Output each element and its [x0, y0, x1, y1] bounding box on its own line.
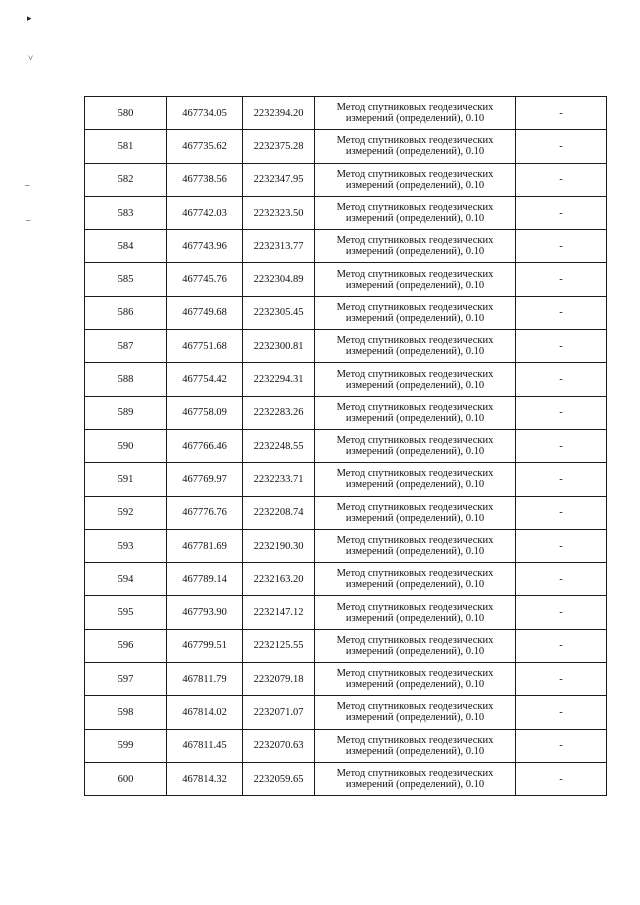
- note-cell: -: [516, 230, 607, 263]
- point-number-cell: 593: [85, 529, 167, 562]
- method-line-2: измерений (определений), 0.10: [345, 412, 485, 424]
- scan-mark: ˅: [28, 53, 34, 63]
- method-cell: [315, 396, 516, 429]
- y-coordinate-cell: 2232248.55: [243, 429, 315, 462]
- note-cell: -: [516, 163, 607, 196]
- point-number-cell: 596: [85, 629, 167, 662]
- method-line-2: измерений (определений), 0.10: [345, 745, 485, 757]
- y-coordinate-cell: 2232313.77: [243, 230, 315, 263]
- method-line-1: Метод спутниковых геодезических: [336, 202, 494, 214]
- note-cell: -: [516, 396, 607, 429]
- method-line-1: Метод спутниковых геодезических: [336, 568, 494, 580]
- point-number-cell: 583: [85, 196, 167, 229]
- method-cell: [315, 563, 516, 596]
- x-coordinate-cell: 467776.76: [167, 496, 243, 529]
- y-coordinate-cell: 2232304.89: [243, 263, 315, 296]
- method-line-2: измерений (определений), 0.10: [345, 179, 485, 191]
- x-coordinate-cell: 467745.76: [167, 263, 243, 296]
- point-number-cell: 589: [85, 396, 167, 429]
- x-coordinate-cell: 467758.09: [167, 396, 243, 429]
- x-coordinate-cell: 467781.69: [167, 529, 243, 562]
- note-cell: -: [516, 330, 607, 363]
- method-cell: [315, 663, 516, 696]
- scan-mark: ▸: [27, 13, 32, 23]
- method-line-1: Метод спутниковых геодезических: [336, 668, 494, 680]
- method-line-2: измерений (определений), 0.10: [345, 612, 485, 624]
- x-coordinate-cell: 467766.46: [167, 429, 243, 462]
- method-cell: [315, 230, 516, 263]
- method-line-1: Метод спутниковых геодезических: [336, 235, 494, 247]
- method-line-1: Метод спутниковых геодезических: [336, 102, 494, 114]
- method-line-2: измерений (определений), 0.10: [345, 546, 485, 557]
- table-row: [85, 596, 607, 629]
- y-coordinate-cell: 2232079.18: [243, 663, 315, 696]
- note-cell: -: [516, 263, 607, 296]
- method-line-1: Метод спутниковых геодезических: [336, 768, 494, 780]
- point-number-cell: 599: [85, 729, 167, 762]
- point-number-cell: 597: [85, 663, 167, 696]
- table-row: [85, 363, 607, 396]
- table-row: [85, 97, 607, 130]
- table-row: [85, 396, 607, 429]
- y-coordinate-cell: 2232347.95: [243, 163, 315, 196]
- method-line-1: Метод спутниковых геодезических: [336, 435, 494, 447]
- point-number-cell: 584: [85, 230, 167, 263]
- method-line-1: Метод спутниковых геодезических: [336, 634, 494, 646]
- method-line-1: Метод спутниковых геодезических: [336, 335, 494, 347]
- x-coordinate-cell: 467793.90: [167, 596, 243, 629]
- y-coordinate-cell: 2232208.74: [243, 496, 315, 529]
- method-cell: [315, 596, 516, 629]
- note-cell: -: [516, 529, 607, 562]
- point-number-cell: 588: [85, 363, 167, 396]
- y-coordinate-cell: 2232190.30: [243, 529, 315, 562]
- table-row: [85, 563, 607, 596]
- y-coordinate-cell: 2232394.20: [243, 97, 315, 130]
- table-row: [85, 762, 607, 795]
- note-cell: -: [516, 463, 607, 496]
- coordinates-table-body: [85, 97, 607, 796]
- method-cell: [315, 696, 516, 729]
- y-coordinate-cell: 2232300.81: [243, 330, 315, 363]
- table-row: [85, 463, 607, 496]
- table-row: [85, 130, 607, 163]
- table-row: [85, 429, 607, 462]
- table-row: [85, 296, 607, 329]
- method-line-2: измерений (определений), 0.10: [345, 579, 485, 591]
- table-row: [85, 263, 607, 296]
- method-line-1: Метод спутниковых геодезических: [336, 368, 494, 380]
- coordinates-table: [84, 96, 607, 796]
- x-coordinate-cell: 467754.42: [167, 363, 243, 396]
- method-cell: [315, 429, 516, 462]
- y-coordinate-cell: 2232233.71: [243, 463, 315, 496]
- method-line-2: измерений (определений), 0.10: [345, 479, 485, 491]
- method-cell: [315, 330, 516, 363]
- note-cell: -: [516, 663, 607, 696]
- scan-mark: –: [26, 215, 31, 225]
- y-coordinate-cell: 2232163.20: [243, 563, 315, 596]
- table-row: [85, 529, 607, 562]
- note-cell: -: [516, 363, 607, 396]
- method-line-2: измерений (определений), 0.10: [345, 246, 485, 258]
- x-coordinate-cell: 467811.79: [167, 663, 243, 696]
- method-line-1: Метод спутниковых геодезических: [336, 701, 494, 713]
- method-line-2: измерений (определений), 0.10: [345, 712, 485, 724]
- scan-mark: –: [25, 180, 30, 190]
- method-line-1: Метод спутниковых геодезических: [336, 135, 494, 147]
- y-coordinate-cell: 2232059.65: [243, 762, 315, 795]
- x-coordinate-cell: 467743.96: [167, 230, 243, 263]
- method-cell: [315, 196, 516, 229]
- point-number-cell: 581: [85, 130, 167, 163]
- method-line-2: измерений (определений), 0.10: [345, 779, 485, 791]
- method-line-1: Метод спутниковых геодезических: [336, 501, 494, 513]
- note-cell: -: [516, 496, 607, 529]
- method-line-1: Метод спутниковых геодезических: [336, 734, 494, 746]
- point-number-cell: 585: [85, 263, 167, 296]
- method-line-1: Метод спутниковых геодезических: [336, 535, 494, 546]
- method-cell: [315, 263, 516, 296]
- method-cell: [315, 163, 516, 196]
- point-number-cell: 595: [85, 596, 167, 629]
- method-line-2: измерений (определений), 0.10: [345, 146, 485, 158]
- method-line-2: измерений (определений), 0.10: [345, 645, 485, 657]
- note-cell: -: [516, 696, 607, 729]
- y-coordinate-cell: 2232283.26: [243, 396, 315, 429]
- method-cell: [315, 130, 516, 163]
- x-coordinate-cell: 467742.03: [167, 196, 243, 229]
- note-cell: -: [516, 629, 607, 662]
- table-row: [85, 330, 607, 363]
- method-line-2: измерений (определений), 0.10: [345, 446, 485, 458]
- method-line-2: измерений (определений), 0.10: [345, 679, 485, 691]
- x-coordinate-cell: 467769.97: [167, 463, 243, 496]
- method-line-1: Метод спутниковых геодезических: [336, 401, 494, 413]
- x-coordinate-cell: 467751.68: [167, 330, 243, 363]
- method-line-2: измерений (определений), 0.10: [345, 279, 485, 291]
- x-coordinate-cell: 467738.56: [167, 163, 243, 196]
- y-coordinate-cell: 2232125.55: [243, 629, 315, 662]
- point-number-cell: 591: [85, 463, 167, 496]
- method-line-2: измерений (определений), 0.10: [345, 213, 485, 225]
- method-cell: [315, 629, 516, 662]
- table-row: [85, 230, 607, 263]
- point-number-cell: 580: [85, 97, 167, 130]
- method-line-2: измерений (определений), 0.10: [345, 346, 485, 358]
- method-cell: [315, 762, 516, 795]
- y-coordinate-cell: 2232071.07: [243, 696, 315, 729]
- y-coordinate-cell: 2232375.28: [243, 130, 315, 163]
- method-cell: [315, 729, 516, 762]
- method-cell: [315, 97, 516, 130]
- method-cell: [315, 363, 516, 396]
- method-line-1: Метод спутниковых геодезических: [336, 168, 494, 180]
- method-line-1: Метод спутниковых геодезических: [336, 468, 494, 480]
- x-coordinate-cell: 467734.05: [167, 97, 243, 130]
- method-line-2: измерений (определений), 0.10: [345, 312, 485, 324]
- note-cell: -: [516, 196, 607, 229]
- table-row: [85, 696, 607, 729]
- method-line-2: измерений (определений), 0.10: [345, 113, 485, 125]
- x-coordinate-cell: 467814.32: [167, 762, 243, 795]
- method-cell: [315, 496, 516, 529]
- note-cell: -: [516, 729, 607, 762]
- table-row: [85, 196, 607, 229]
- x-coordinate-cell: 467814.02: [167, 696, 243, 729]
- note-cell: -: [516, 563, 607, 596]
- x-coordinate-cell: 467749.68: [167, 296, 243, 329]
- method-cell: [315, 296, 516, 329]
- table-row: [85, 729, 607, 762]
- point-number-cell: 587: [85, 330, 167, 363]
- method-cell: [315, 463, 516, 496]
- method-line-1: Метод спутниковых геодезических: [336, 601, 494, 613]
- point-number-cell: 592: [85, 496, 167, 529]
- point-number-cell: 586: [85, 296, 167, 329]
- note-cell: -: [516, 97, 607, 130]
- method-line-2: измерений (определений), 0.10: [345, 379, 485, 391]
- x-coordinate-cell: 467799.51: [167, 629, 243, 662]
- note-cell: -: [516, 296, 607, 329]
- method-line-1: Метод спутниковых геодезических: [336, 301, 494, 313]
- y-coordinate-cell: 2232305.45: [243, 296, 315, 329]
- note-cell: -: [516, 596, 607, 629]
- y-coordinate-cell: 2232294.31: [243, 363, 315, 396]
- method-line-1: Метод спутниковых геодезических: [336, 268, 494, 280]
- x-coordinate-cell: 467735.62: [167, 130, 243, 163]
- point-number-cell: 598: [85, 696, 167, 729]
- method-line-2: измерений (определений), 0.10: [345, 512, 485, 524]
- table-row: [85, 496, 607, 529]
- point-number-cell: 582: [85, 163, 167, 196]
- point-number-cell: 590: [85, 429, 167, 462]
- table-row: [85, 629, 607, 662]
- note-cell: -: [516, 130, 607, 163]
- note-cell: -: [516, 762, 607, 795]
- y-coordinate-cell: 2232070.63: [243, 729, 315, 762]
- y-coordinate-cell: 2232147.12: [243, 596, 315, 629]
- y-coordinate-cell: 2232323.50: [243, 196, 315, 229]
- note-cell: -: [516, 429, 607, 462]
- x-coordinate-cell: 467811.45: [167, 729, 243, 762]
- point-number-cell: 600: [85, 762, 167, 795]
- method-cell: [315, 529, 516, 562]
- point-number-cell: 594: [85, 563, 167, 596]
- x-coordinate-cell: 467789.14: [167, 563, 243, 596]
- table-row: [85, 163, 607, 196]
- table-row: [85, 663, 607, 696]
